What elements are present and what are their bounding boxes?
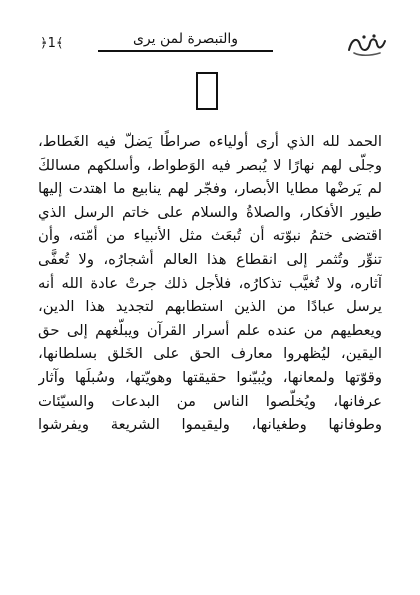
body-paragraph: الحمد لله الذي أرى أولياءه صراطًا يَضلّ فيه الغَطاط، وجلّى لهم نهارًا لا يُبصر فيه الوَطواط، وأسلكهم مسالكَ لم يَرضْها مطايا الأبصار، وفجّر لهم ينابيع ما اهتدت إليها طيور الأفكار، والصلاةُ والسلام على خاتم الرسل الذي اقتضى ختمُ نبوّته أن تُبعَث مثل الأنبياء من أمّته، وأن تنوِّر وتُثمر إلى انقطاع هذا العالم أشجارُه، ولا تُعفَّى آثاره، ولا تُغيَّب تذكارُه، فلأجل ذلك جرتْ عادة الله أنه يرسل عبادًا من الذين استطابهم لتجديد هذا الدين، ويعطيهم من عنده علم أسرار القرآن ويبلّغهم إلى حق اليقين، ليُظهروا معارف الحق على الخَلق بسلطانها، وقوّتها ولمعانها، ويُبيّنوا حقيقتها وهويّتها، وسُبلَها وآثار عرفانها، ويُخلّصوا الناس من البدعات والسيّئات وطوفانها وطغيانها، وليقيموا الشريعة ويفرشوا bbox=[38, 133, 382, 434]
page-number-value: 1 bbox=[47, 36, 56, 51]
page-number: ﴿1﴾ bbox=[40, 36, 64, 51]
al-huda-logo-icon bbox=[346, 32, 388, 58]
page-header bbox=[28, 30, 392, 62]
running-title: والتبصرة لمن يرى bbox=[98, 30, 273, 52]
missing-glyph-box bbox=[196, 72, 218, 110]
